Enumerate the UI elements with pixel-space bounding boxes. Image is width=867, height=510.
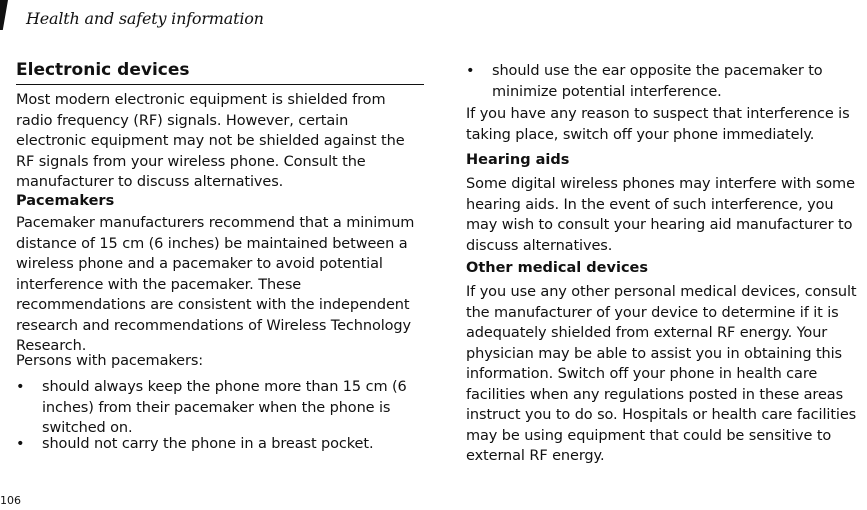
interference-paragraph: If you have any reason to suspect that interference is taking place, switch off your phone immediately.	[466, 106, 850, 143]
running-header-title: Health and safety information	[26, 9, 264, 28]
hearing-aids-heading: Hearing aids	[466, 152, 570, 168]
list-item	[466, 61, 864, 102]
pacemakers-heading: Pacemakers	[16, 193, 115, 209]
page-number: 106	[0, 494, 21, 507]
section-title: Electronic devices	[16, 60, 424, 85]
list-item	[16, 377, 424, 439]
persons-with-pacemakers-label: Persons with pacemakers:	[16, 353, 204, 369]
bullet-icon: •	[16, 436, 25, 452]
bullet-icon: •	[16, 379, 25, 395]
other-medical-devices-paragraph: If you use any other personal medical devices, consult the manufacturer of your device to determine if it is adequately shielded from external RF energy. Your physician may be able to assist you in obtaining this information. Switch off your phone in health care facilities when any regulations posted in these areas instruct you to do so. Hospitals or health care facilities may be using equipment that could be sensitive to external RF energy.	[466, 284, 857, 464]
list-item-text: should always keep the phone more than 15 cm (6 inches) from their pacemaker when the phone is switched on.	[42, 379, 407, 436]
header-accent-bar	[0, 0, 8, 30]
list-item-text: should not carry the phone in a breast pocket.	[42, 436, 374, 452]
pacemakers-paragraph: Pacemaker manufacturers recommend that a minimum distance of 15 cm (6 inches) be maintained between a wireless phone and a pacemaker to avoid potential interference with the pacemaker. These recommendations are consistent with the independent research and recommendations of Wireless Technology Research.	[16, 215, 415, 354]
bullet-icon: •	[466, 63, 475, 79]
list-item	[16, 434, 424, 455]
intro-paragraph: Most modern electronic equipment is shielded from radio frequency (RF) signals. However, certain electronic equipment may not be shielded against the RF signals from your wireless phone. Consult the manufacturer to discuss alternatives.	[16, 92, 405, 190]
other-medical-devices-heading: Other medical devices	[466, 260, 649, 276]
list-item-text: should use the ear opposite the pacemaker to minimize potential interference.	[492, 63, 823, 100]
hearing-aids-paragraph: Some digital wireless phones may interfere with some hearing aids. In the event of such interference, you may wish to consult your hearing aid manufacturer to discuss alternatives.	[466, 176, 855, 254]
